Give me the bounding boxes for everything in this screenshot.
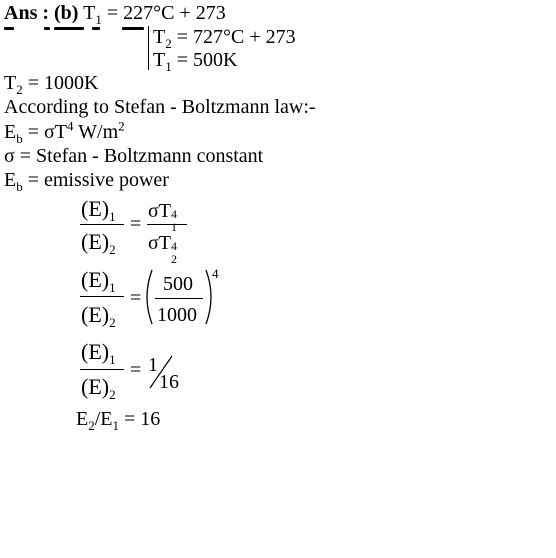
- eq2-numerator: $(E)_1$: [81, 267, 116, 295]
- eq2-inner-denominator: 1000: [157, 304, 197, 326]
- sigma-definition: σ = Stefan - Boltzmann constant: [4, 145, 264, 167]
- t1-conversion: = 227°C + 273: [101, 2, 226, 24]
- answer-line: [4, 2, 226, 27]
- t2-conversion-line: $T_2 = 727^\circ C + 273$: [153, 26, 296, 51]
- eq3-slash-numerator: 1: [148, 354, 158, 376]
- t1-value-line: $T_1 = 500K$: [153, 49, 238, 74]
- eq2-power: 4: [212, 266, 219, 281]
- eq3-fraction-bar: [80, 369, 124, 370]
- eq2-denominator: $(E)_2$: [81, 302, 116, 330]
- overwritten-text-fragment: [4, 27, 134, 33]
- eq3-denominator: $(E)_2$: [81, 374, 116, 402]
- eq1-rhs-fraction-bar: [147, 224, 187, 225]
- eq2-fraction-bar: [80, 296, 124, 297]
- eq2-inner-fraction-bar: [155, 298, 203, 299]
- eb-definition: $E_b$ = emissive power: [4, 169, 169, 194]
- eq1-numerator: $(E)_1$: [81, 196, 116, 224]
- eq1-denominator: $(E)_2$: [81, 229, 116, 257]
- eq3-numerator: $(E)_1$: [81, 339, 116, 367]
- eq3-equals: =: [130, 359, 142, 381]
- answer-label: Ans : (b): [4, 2, 79, 24]
- conclusion-line: $E_2/E_1 = 16$: [76, 408, 161, 433]
- eq2-equals: =: [130, 287, 142, 309]
- eq1-equals: =: [130, 213, 142, 235]
- eq3-slash-denominator: 16: [159, 371, 179, 393]
- eq1-fraction-bar: [80, 224, 124, 225]
- eb-formula: $E_b = \sigma T^4$ $W/m^2$: [4, 118, 125, 146]
- t1-symbol: $T_1$: [83, 2, 102, 27]
- eq1-rhs-numerator: σT 4 1: [148, 200, 177, 234]
- eq2-inner-numerator: 500: [163, 273, 193, 295]
- eq1-rhs-denominator: σT 4 2: [148, 232, 177, 266]
- law-statement: According to Stefan - Boltzmann law:-: [4, 96, 316, 118]
- t2-result-line: $T_2 = 1000K$: [4, 72, 99, 97]
